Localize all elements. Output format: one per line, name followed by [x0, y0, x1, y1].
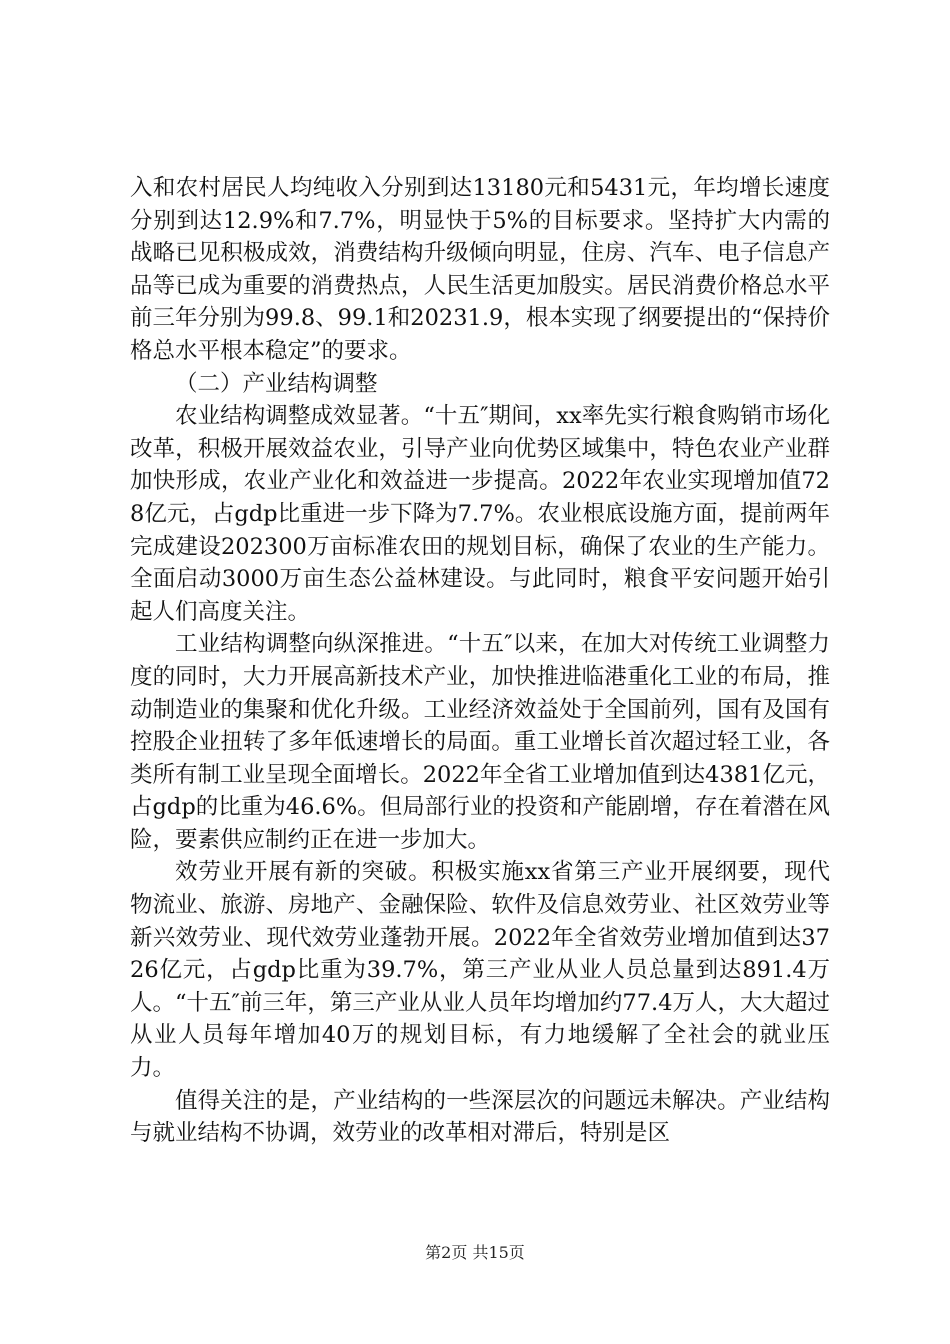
paragraph-industry: 工业结构调整向纵深推进。“十五″以来，在加大对传统工业调整力度的同时，大力开展高新技术产业，加快推进临港重化工业的布局，推动制造业的集聚和优化升级。工业经济效益处于全国前列，国有及国有控股企业扭转了多年低速增长的局面。重工业增长首次超过轻工业，各类所有制工业呈现全面增长。2022年全省工业增加值到达4381亿元，占gdp的比重为46.6%。但局部行业的投资和产能剧增，存在着潜在风险，要素供应制约正在进一步加大。 [130, 631, 830, 853]
paragraph-structural-issues: 值得关注的是，产业结构的一些深层次的问题远未解决。产业结构与就业结构不协调，效劳业的改革相对滞后，特别是区 [130, 1087, 830, 1147]
page-footer [0, 1240, 950, 1263]
paragraph-income-consumption: 入和农村居民人均纯收入分别到达13180元和5431元，年均增长速度分别到达12.9%和7.7%，明显快于5%的目标要求。坚持扩大内需的战略已见积极成效，消费结构升级倾向明显，住房、汽车、电子信息产品等已成为重要的消费热点，人民生活更加殷实。居民消费价格总水平前三年分别为99.8、99.1和20231.9，根本实现了纲要提出的“保持价格总水平根本稳定”的要求。 [130, 175, 830, 364]
document-body [130, 172, 830, 1150]
paragraph-agriculture: 农业结构调整成效显著。“十五″期间，xx率先实行粮食购销市场化改革，积极开展效益农业，引导产业向优势区域集中，特色农业产业群加快形成，农业产业化和效益进一步提高。2022年农业实现增加值728亿元，占gdp比重进一步下降为7.7%。农业根底设施方面，提前两年完成建设202300万亩标准农田的规划目标，确保了农业的生产能力。全面启动3000万亩生态公益林建设。与此同时，粮食平安问题开始引起人们高度关注。 [130, 403, 830, 625]
paragraph-service-industry: 效劳业开展有新的突破。积极实施xx省第三产业开展纲要，现代物流业、旅游、房地产、金融保险、软件及信息效劳业、社区效劳业等新兴效劳业、现代效劳业蓬勃开展。2022年全省效劳业增加值到达3726亿元，占gdp比重为39.7%，第三产业从业人员总量到达891.4万人。“十五″前三年，第三产业从业人员年均增加约77.4万人，大大超过从业人员每年增加40万的规划目标，有力地缓解了全社会的就业压力。 [130, 859, 831, 1082]
page-number: 第2页 共15页 [425, 1243, 525, 1262]
section-heading-industrial-structure: （二）产业结构调整 [175, 370, 378, 397]
